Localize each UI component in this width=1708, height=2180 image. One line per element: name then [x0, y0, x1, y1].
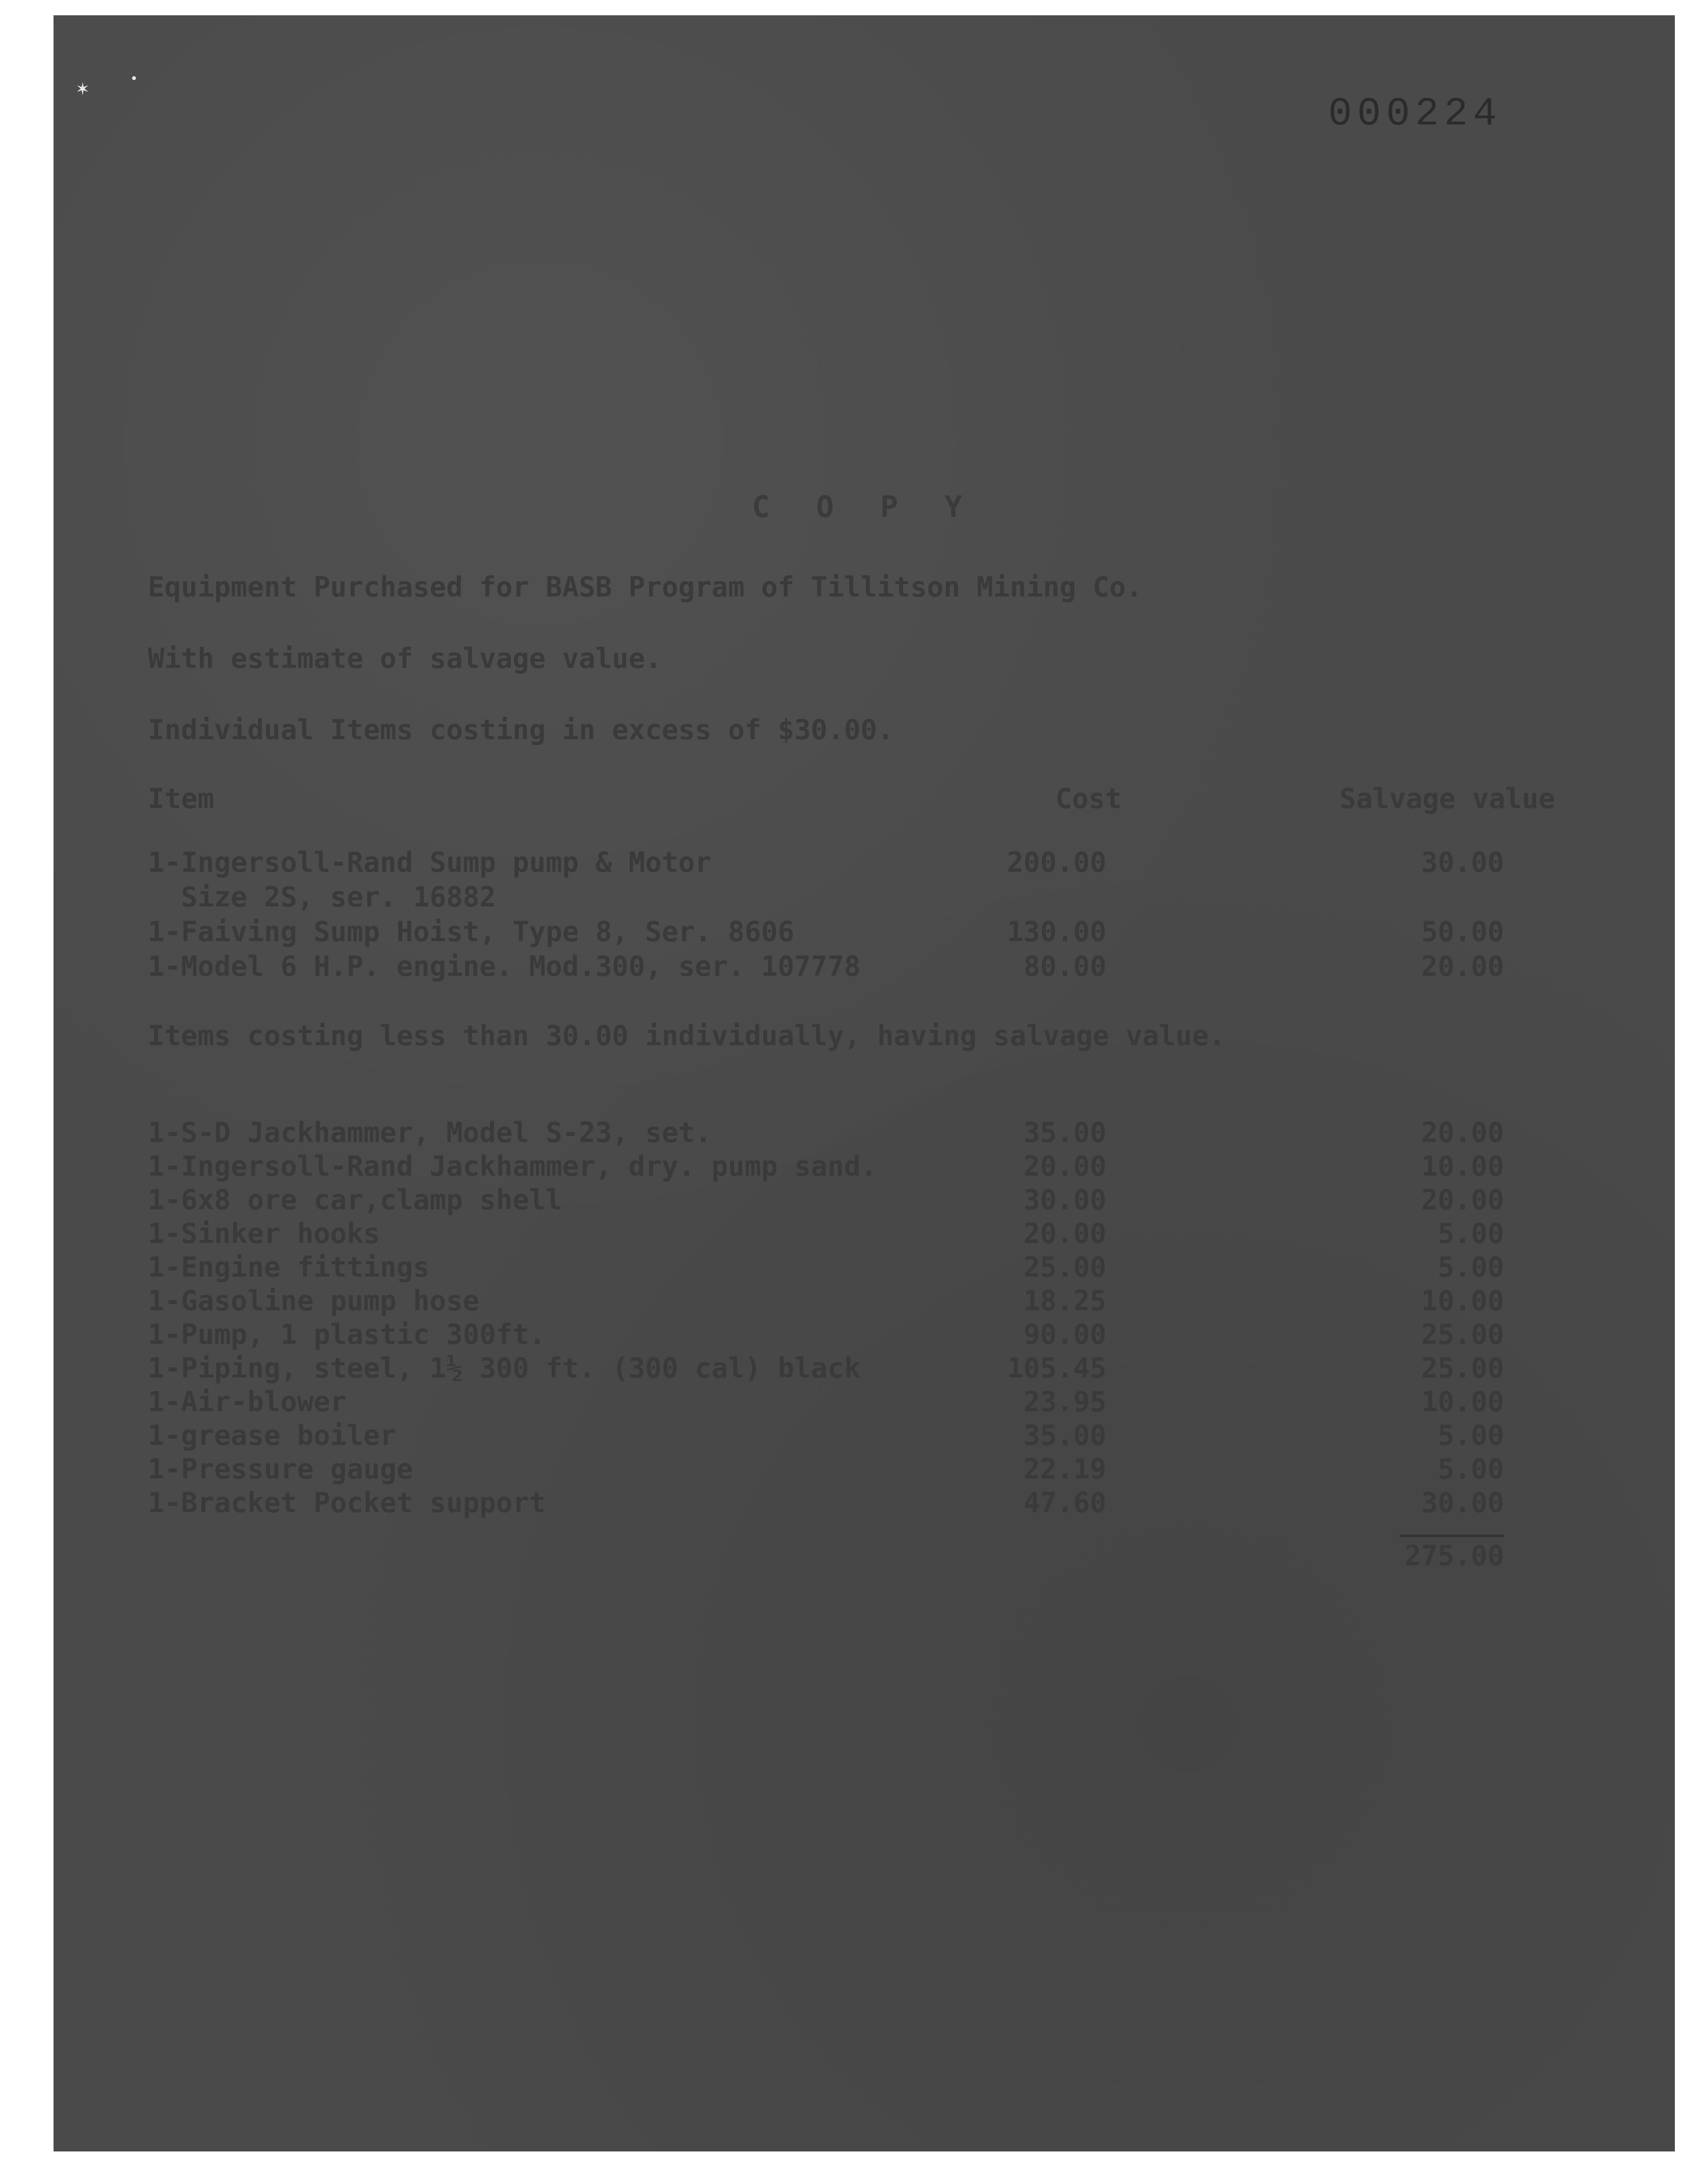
table-row — [148, 1352, 1504, 1386]
row-item: 1-Piping, steel, 1½ 300 ft. (300 cal) black — [148, 1352, 861, 1384]
table-row — [148, 1419, 1504, 1453]
row-salvage: 50.00 — [1421, 916, 1504, 948]
row-item: 1-S-D Jackhammer, Model S-23, set. — [148, 1117, 712, 1149]
row-salvage: 25.00 — [1421, 1352, 1504, 1384]
table-row — [148, 950, 1504, 984]
row-cost: 35.00 — [1023, 1117, 1106, 1149]
table-row — [148, 1251, 1504, 1285]
table-row — [148, 1487, 1504, 1520]
row-cost: 18.25 — [1023, 1285, 1106, 1317]
document-subtitle: With estimate of salvage value. — [148, 642, 662, 674]
row-item: 1-6x8 ore car,clamp shell — [148, 1184, 562, 1216]
row-salvage: 30.00 — [1421, 846, 1504, 878]
row-salvage: 5.00 — [1437, 1453, 1504, 1485]
row-item: 1-Sinker hooks — [148, 1217, 380, 1250]
column-header-item: Item — [148, 783, 215, 815]
row-cost: 47.60 — [1023, 1487, 1106, 1519]
table-row — [148, 1117, 1504, 1150]
row-cost: 20.00 — [1023, 1217, 1106, 1250]
document-page — [54, 15, 1675, 2151]
table-row — [148, 1285, 1504, 1318]
section1-caption: Individual Items costing in excess of $30.00. — [148, 714, 894, 746]
row-salvage: 10.00 — [1421, 1150, 1504, 1182]
table-row — [148, 881, 1504, 915]
row-cost: 35.00 — [1023, 1419, 1106, 1451]
row-item: Size 2S, ser. 16882 — [148, 881, 496, 913]
row-item: 1-Bracket Pocket support — [148, 1487, 546, 1519]
row-salvage: 30.00 — [1421, 1487, 1504, 1519]
column-header-salvage: Salvage value — [1339, 783, 1555, 815]
table-row — [148, 1184, 1504, 1217]
row-cost: 20.00 — [1023, 1150, 1106, 1182]
row-item: 1-Faiving Sump Hoist, Type 8, Ser. 8606 — [148, 916, 794, 948]
row-item: 1-Ingersoll-Rand Jackhammer, dry. pump sand. — [148, 1150, 877, 1182]
row-salvage: 20.00 — [1421, 950, 1504, 982]
column-header-cost: Cost — [1055, 783, 1122, 815]
row-salvage: 5.00 — [1437, 1217, 1504, 1250]
total-rule — [1400, 1535, 1504, 1537]
row-item: 1-Model 6 H.P. engine. Mod.300, ser. 107778 — [148, 950, 861, 982]
paper-blemish: • — [130, 71, 138, 87]
row-salvage: 20.00 — [1421, 1117, 1504, 1149]
paper-blemish: ✶ — [76, 76, 89, 100]
row-salvage: 25.00 — [1421, 1318, 1504, 1351]
row-cost: 22.19 — [1023, 1453, 1106, 1485]
table-row — [148, 1318, 1504, 1352]
row-item: 1-Engine fittings — [148, 1251, 430, 1283]
section2-caption: Items costing less than 30.00 individually, having salvage value. — [148, 1020, 1226, 1052]
row-salvage: 5.00 — [1437, 1251, 1504, 1283]
row-cost: 90.00 — [1023, 1318, 1106, 1351]
table-row — [148, 1150, 1504, 1184]
row-cost: 23.95 — [1023, 1386, 1106, 1418]
row-item: 1-Ingersoll-Rand Sump pump & Motor — [148, 846, 712, 878]
document-title: Equipment Purchased for BASB Program of Tillitson Mining Co. — [148, 571, 1143, 603]
table-row — [148, 1386, 1504, 1419]
column-headers — [148, 783, 1555, 816]
row-cost: 200.00 — [1006, 846, 1106, 878]
row-item: 1-Air-blower — [148, 1386, 347, 1418]
table-row — [148, 916, 1504, 949]
row-cost: 80.00 — [1023, 950, 1106, 982]
row-cost: 30.00 — [1023, 1184, 1106, 1216]
table-row — [148, 846, 1504, 880]
row-item: 1-Pressure gauge — [148, 1453, 413, 1485]
row-salvage: 20.00 — [1421, 1184, 1504, 1216]
row-cost: 105.45 — [1006, 1352, 1106, 1384]
row-item: 1-Pump, 1 plastic 300ft. — [148, 1318, 546, 1351]
document-number: 000224 — [1328, 92, 1502, 137]
table-row — [148, 1453, 1504, 1487]
row-item: 1-Gasoline pump hose — [148, 1285, 480, 1317]
row-cost: 25.00 — [1023, 1251, 1106, 1283]
salvage-total: 275.00 — [1404, 1540, 1504, 1572]
row-salvage: 5.00 — [1437, 1419, 1504, 1451]
row-salvage: 10.00 — [1421, 1285, 1504, 1317]
row-cost: 130.00 — [1006, 916, 1106, 948]
table-row — [148, 1217, 1504, 1251]
row-salvage: 10.00 — [1421, 1386, 1504, 1418]
copy-heading: C O P Y — [752, 489, 977, 524]
row-item: 1-grease boiler — [148, 1419, 397, 1451]
